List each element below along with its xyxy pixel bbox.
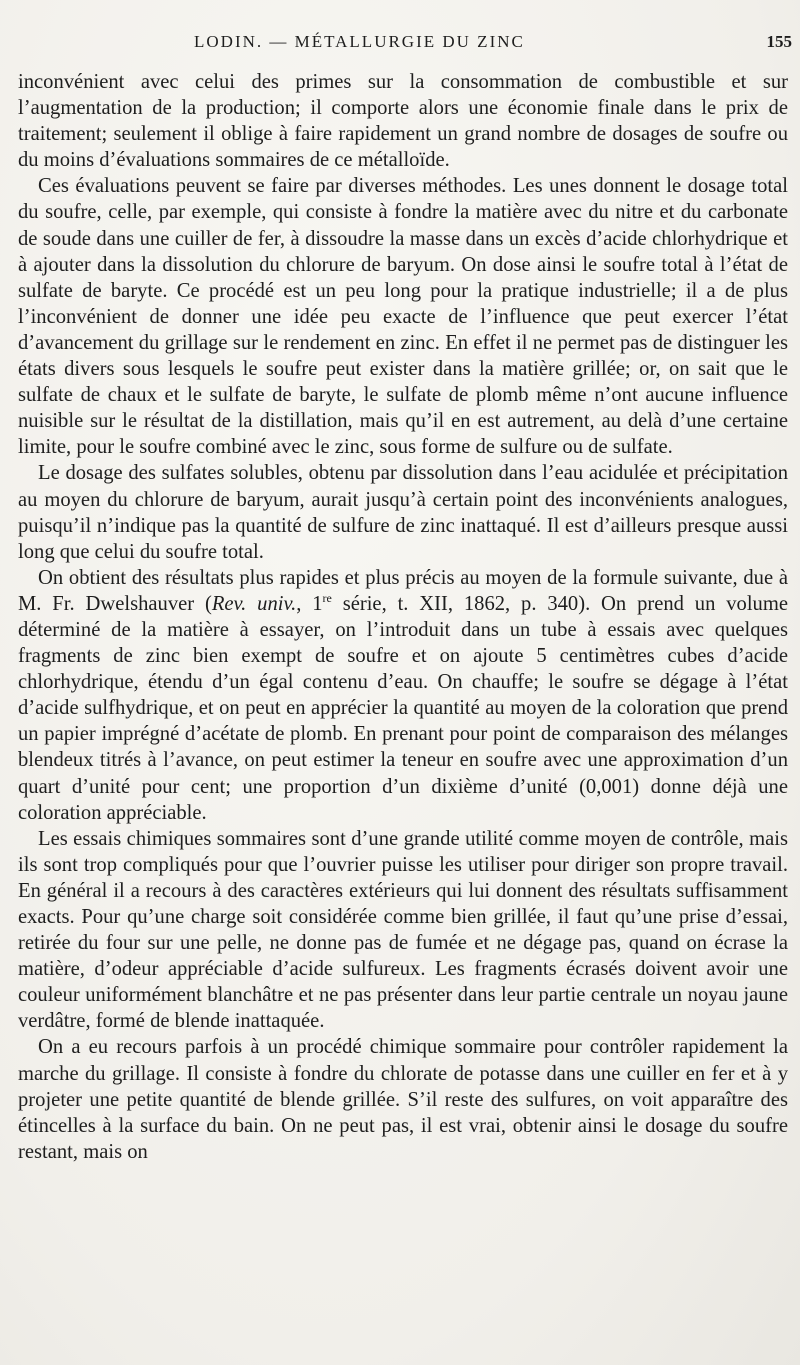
- paragraph-chlorate-procedure: On a eu recours parfois à un procédé chimique sommaire pour contrôler rapidement la marche du grillage. Il consiste à fondre du chlorate de potasse dans une cuiller en fer et à y projeter une petite quantité de blende grillée. S’il reste des sulfures, on voit apparaître des étincelles à la surface du bain. On ne peut pas, il est vrai, obtenir ainsi le dosage du soufre restant, mais on: [18, 1036, 788, 1163]
- paragraph-soluble-sulfates: Le dosage des sulfates solubles, obtenu par dissolution dans l’eau acidulée et précipitation au moyen du chlorure de baryum, aurait jusqu’à certain point des inconvénients analogues, puisqu’il n’indique pas la quantité de sulfure de zinc inattaqué. Il est d’ailleurs presque aussi long que celui du soufre total.: [18, 462, 788, 563]
- page-header: [22, 30, 792, 60]
- paragraph-text: On obtient des résultats plus rapides et plus précis au moyen de la formule suivante, due à M. Fr. Dwelshauver (: [18, 566, 788, 615]
- paragraph-continuation: inconvénient avec celui des primes sur la consommation de combustible et sur l’augmentation de la production; il comporte alors une économie finale dans le prix de traitement; seulement il oblige à faire rapidement un grand nombre de dosages de soufre ou du moins d’évaluations sommaires de ce métalloïde.: [18, 71, 788, 172]
- page-number: 155: [766, 32, 792, 51]
- paragraph-text: série, t. XII, 1862, p. 340). On prend un volume déterminé de la matière à essayer, on l’introduit dans un tube à essais avec quelques fragments de zinc bien exempt de soufre et on ajoute 5 centimètres cubes d’acide chlorhydrique, étendu d’un égal contenu d’eau. On chauffe; le soufre se dégage à l’état d’acide sulfhydrique, et on peut en apprécier la quantité au moyen de la coloration que prend un papier imprégné d’acétate de plomb. En prenant pour point de comparaison des mélanges blendeux titrés à l’avance, on peut estimer la teneur en soufre avec une approximation d’un quart d’unité pour cent; une proportion d’un dixième d’unité (0,001) donne déjà une coloration appréciable.: [18, 592, 789, 824]
- citation-reference: Rev. univ.: [211, 592, 297, 615]
- body-text: [18, 69, 788, 1165]
- paragraph-evaluation-methods: Ces évaluations peuvent se faire par diverses méthodes. Les unes donnent le dosage total du soufre, celle, par exemple, qui consiste à fondre la matière avec du nitre et du carbonate de soude dans une cuiller de fer, à dissoudre la masse dans un excès d’acide chlorhydrique et à ajouter dans la dissolution du chlorure de baryum. On dose ainsi le soufre total à l’état de sulfate de baryte. Ce procédé est un peu long pour la pratique industrielle; il a de plus l’inconvénient de donner une idée peu exacte de l’influence que peut exercer l’état d’avancement du grillage sur le rendement en zinc. En effet il ne permet pas de distinguer les états divers sous lesquels le soufre peut exister dans la matière grillée; or, on sait que le sulfate de chaux et le sulfate de baryte, le sulfate de plomb même n’ont aucune influence nuisible sur le résultat de la distillation, mais qu’il en est autrement, au delà d’une certaine limite, pour le soufre combiné avec le zinc, sous forme de sulfure ou de sulfate.: [18, 175, 788, 459]
- paragraph-text: , 1: [296, 592, 323, 615]
- ordinal-superscript: re: [322, 591, 332, 606]
- paragraph-dwelshauver-method: [18, 565, 788, 826]
- paragraph-chemical-tests: Les essais chimiques sommaires sont d’une grande utilité comme moyen de contrôle, mais ils sont trop compliqués pour que l’ouvrier puisse les utiliser pour diriger son propre travail. En général il a recours à des caractères extérieurs qui lui donnent des résultats suffisamment exacts. Pour qu’une charge soit considérée comme bien grillée, il faut qu’une prise d’essai, retirée du four sur une pelle, ne donne pas de fumée et ne dégage pas, quand on écrase la matière, d’odeur appréciable d’acide sulfureux. Les fragments écrasés doivent avoir une couleur uniformément blanchâtre et ne pas présenter dans leur partie centrale un noyau jaune verdâtre, formé de blende inattaquée.: [18, 827, 788, 1033]
- running-title: LODIN. — MÉTALLURGIE DU ZINC: [194, 32, 525, 51]
